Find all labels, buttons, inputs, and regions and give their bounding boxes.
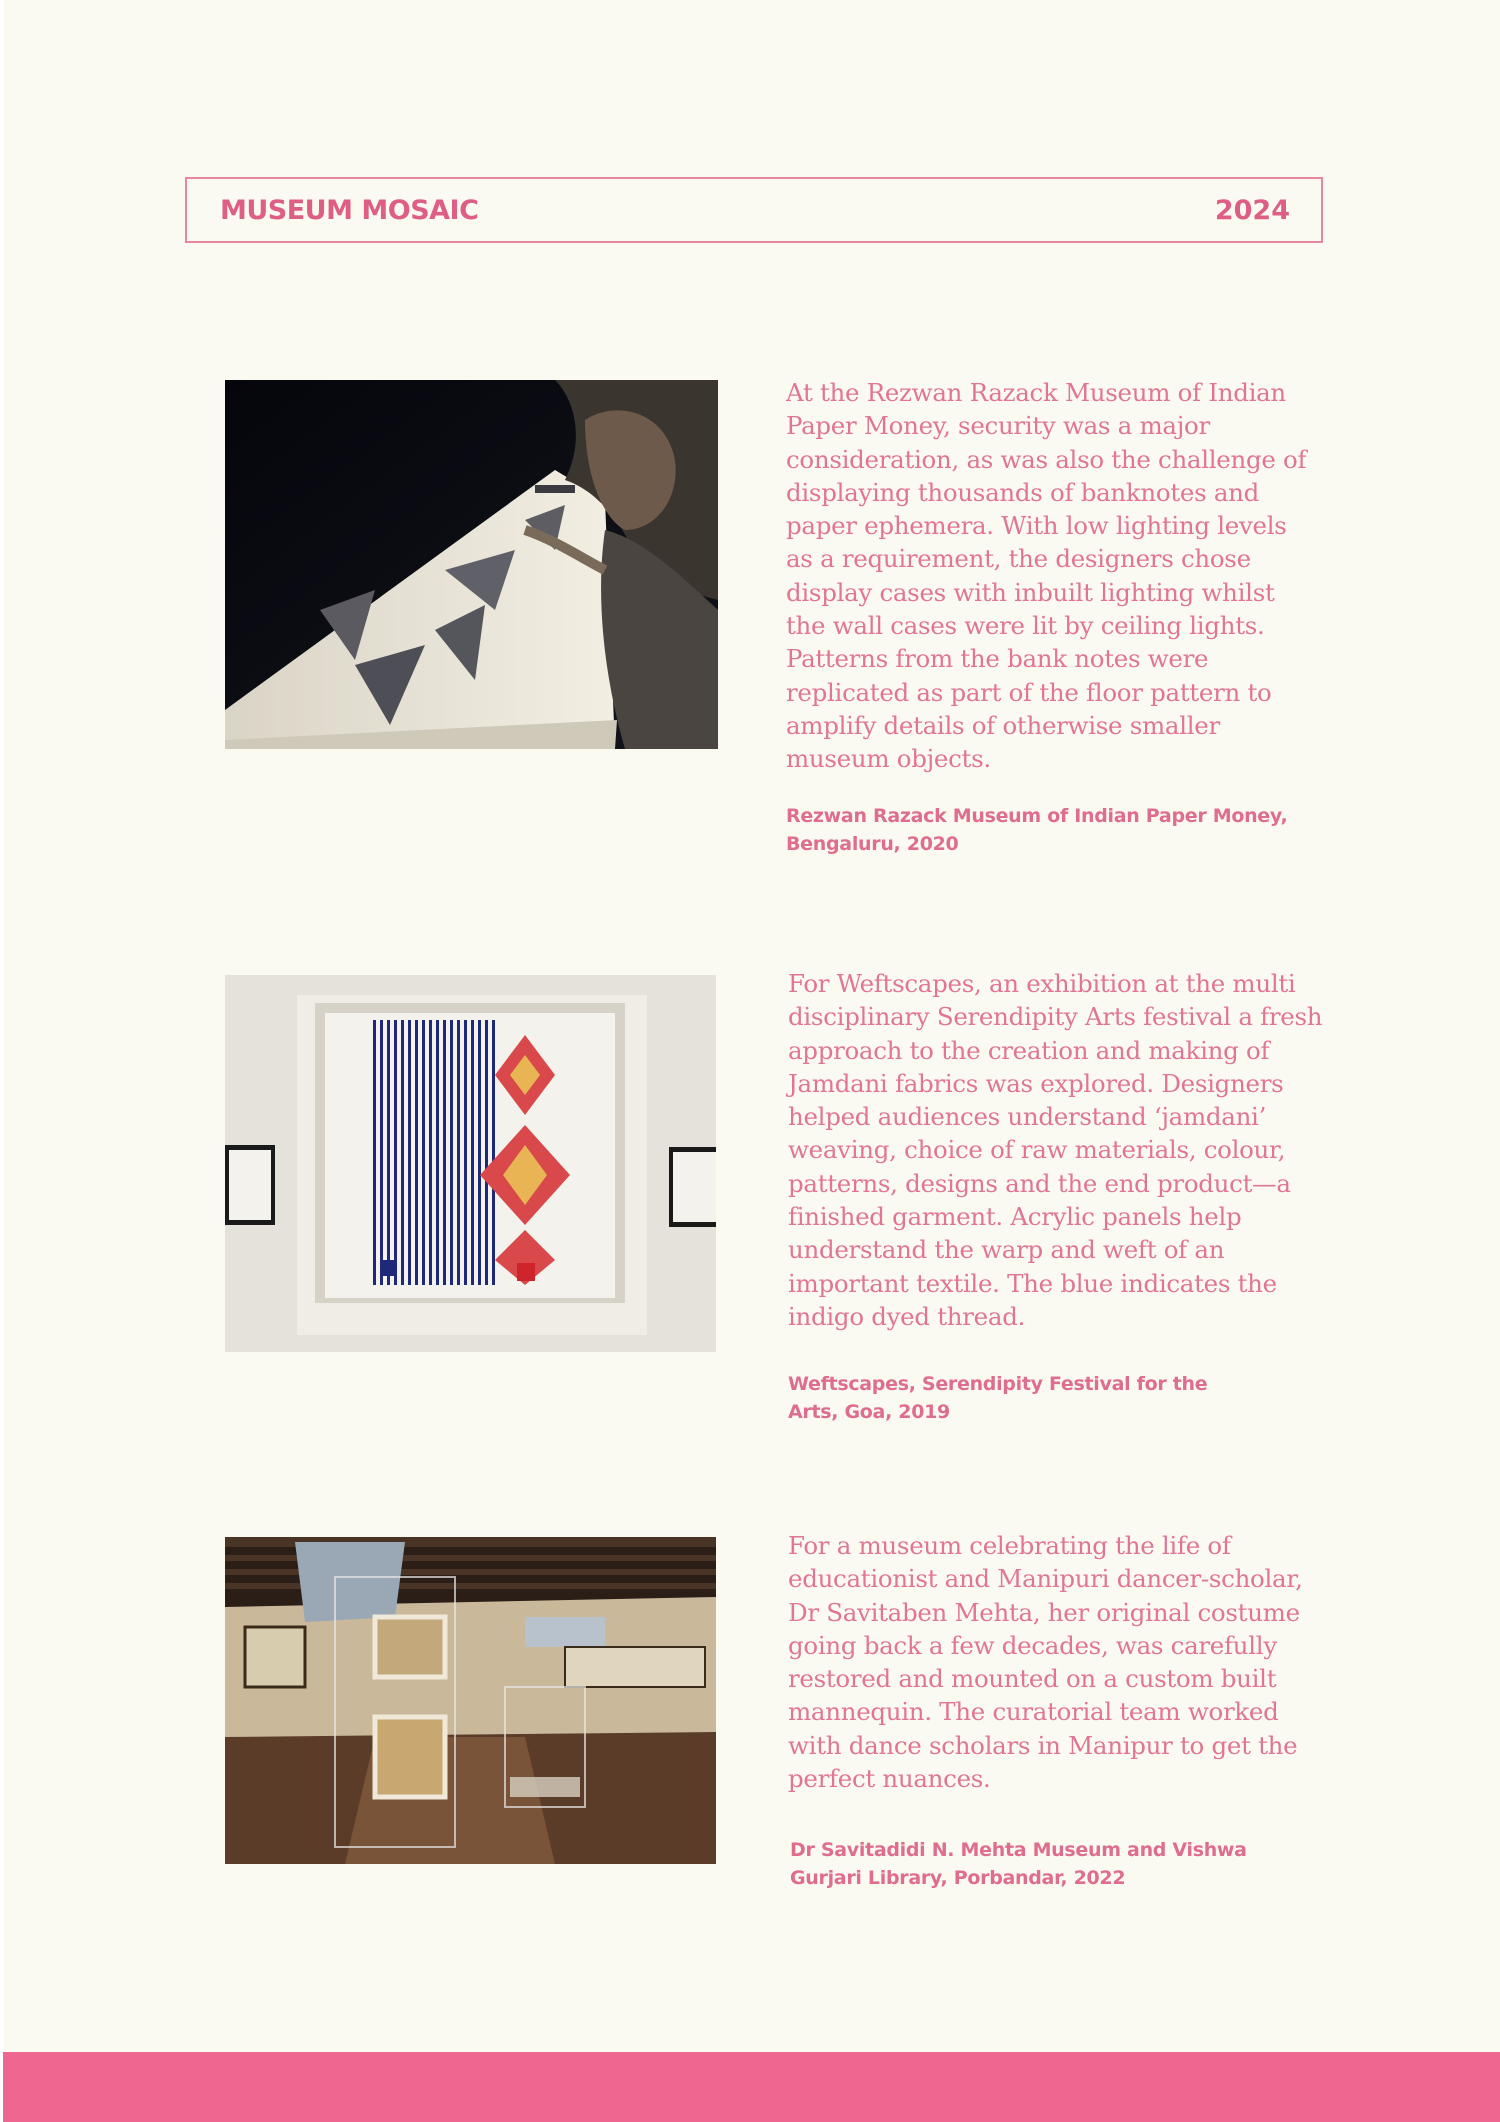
entry-description: For Weftscapes, an exhibition at the multi disciplinary Serendipity Arts festival a fresh approach to the creation and making of Jamdani fabrics was explored. Designers helped audiences understand ‘jamdani’ weaving, choice of raw materials, colour, patterns, designs and the end product—a finished garment. Acrylic panels help understand the warp and weft of an important textile. The blue indicates the indigo dyed thread. xyxy=(788,969,1323,1331)
entry-caption: Dr Savitadidi N. Mehta Museum and Vishwa Gurjari Library, Porbandar, 2022 xyxy=(790,1839,1247,1889)
entry-caption: Rezwan Razack Museum of Indian Paper Money, Bengaluru, 2020 xyxy=(786,805,1288,855)
entry-description: At the Rezwan Razack Museum of Indian Paper Money, security was a major consideration, as was also the challenge of displaying thousands of banknotes and paper ephemera. With low lighting levels as a requirement, the designers chose display cases with inbuilt lighting whilst the wall cases were lit by ceiling lights. Patterns from the bank notes were replicated as part of the floor pattern to amplify details of otherwise smaller museum objects. xyxy=(786,378,1307,774)
photo-jamdani-panel xyxy=(225,975,716,1352)
publication-year: 2024 xyxy=(1214,195,1290,226)
page-header xyxy=(185,177,1323,243)
entry-description: For a museum celebrating the life of educationist and Manipuri dancer-scholar, Dr Savitaben Mehta, her original costume going back a few decades, was carefully restored and mounted on a custom built mannequin. The curatorial team worked with dance scholars in Manipur to get the perfect nuances. xyxy=(788,1531,1303,1794)
entry-caption: Weftscapes, Serendipity Festival for the Arts, Goa, 2019 xyxy=(788,1373,1208,1423)
publication-title: MUSEUM MOSAIC xyxy=(220,195,479,226)
photo-mehta-museum-gallery xyxy=(225,1537,716,1864)
page-edge xyxy=(0,0,4,2122)
photo-paper-money-display xyxy=(225,380,718,749)
footer-bar xyxy=(3,2052,1500,2122)
